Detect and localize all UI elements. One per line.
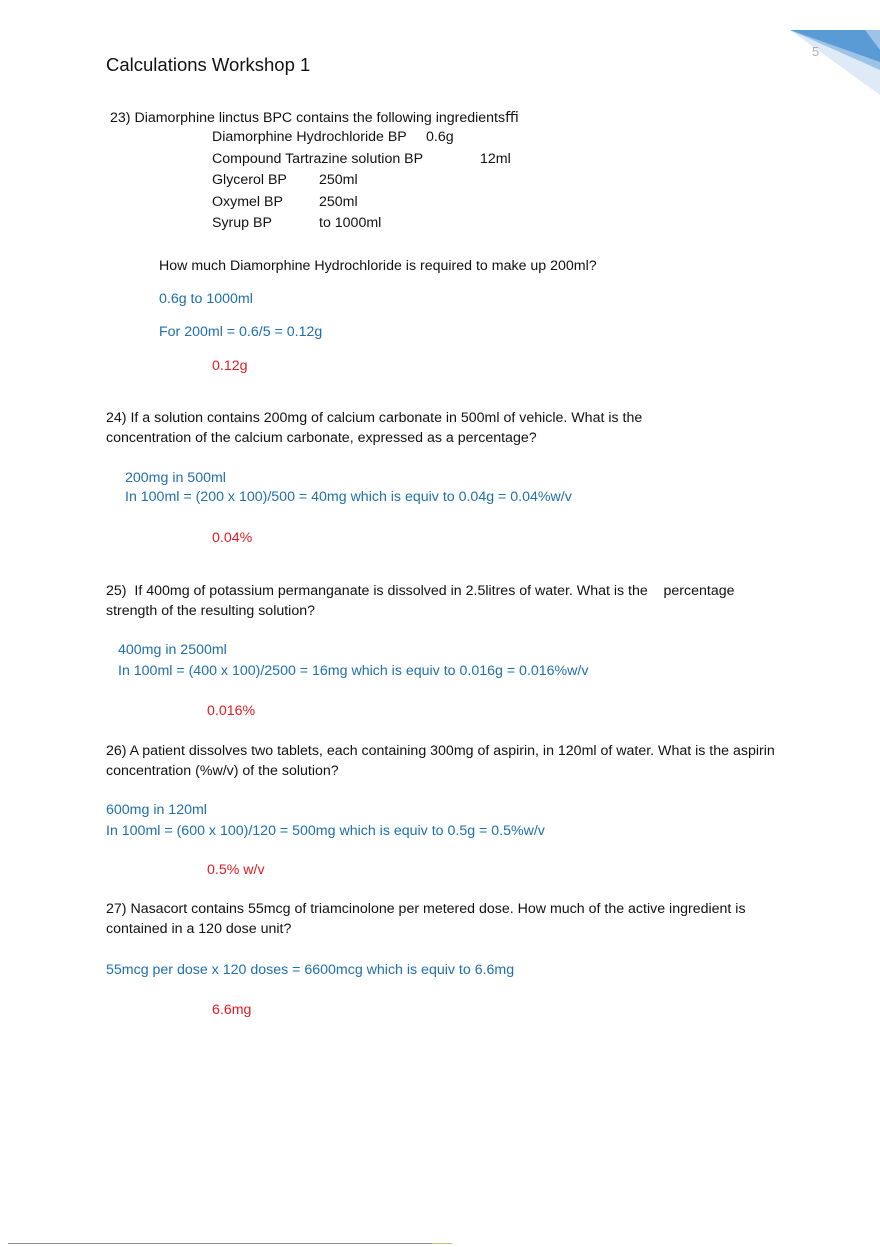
q27-question: 27) Nasacort contains 55mcg of triamcinolone per metered dose. How much of the active ingredient is contained in a 120 dose unit? (106, 901, 746, 937)
ingredient-amount: 0.6g (426, 129, 454, 145)
q25-work-line: 400mg in 2500ml (118, 642, 227, 658)
ingredient-name: Oxymel BP (212, 194, 283, 210)
ingredient-amount: to 1000ml (319, 215, 382, 231)
ingredient-name: Syrup BP (212, 215, 272, 231)
ingredient-amount: 250ml (319, 172, 358, 188)
ingredient-name: Diamorphine Hydrochloride BP (212, 129, 407, 145)
q25-answer: 0.016% (207, 703, 256, 719)
q23-subquestion: How much Diamorphine Hydrochloride is required to make up 200ml? (159, 258, 597, 274)
ingredient-name: Compound Tartrazine solution BP (212, 151, 424, 167)
header-corner-decoration (770, 0, 880, 95)
q27-work-line: 55mcg per dose x 120 doses = 6600mcg which is equiv to 6.6mg (106, 962, 515, 978)
page-number: 5 (812, 44, 820, 59)
ingredient-name: Glycerol BP (212, 172, 287, 188)
q23-work-line: For 200ml = 0.6/5 = 0.12g (159, 324, 323, 340)
q24-work-line: 200mg in 500ml (125, 470, 226, 486)
footer-rule-accent (432, 1243, 452, 1244)
q26-work-line: 600mg in 120ml (106, 802, 207, 818)
q23-answer: 0.12g (212, 358, 248, 374)
q26-question: 26) A patient dissolves two tablets, each containing 300mg of aspirin, in 120ml of water. What is the aspirin concentration (%w/v) of the solution? (106, 743, 775, 779)
q24-answer: 0.04% (212, 530, 253, 546)
q25-question: 25) If 400mg of potassium permanganate is dissolved in 2.5litres of water. What is the percentage strength of the resulting solution? (106, 583, 739, 619)
q23-work-line: 0.6g to 1000ml (159, 291, 253, 307)
q24-question: 24) If a solution contains 200mg of calcium carbonate in 500ml of vehicle. What is the concentration of the calcium carbonate, expressed as a percentage? (106, 410, 643, 446)
q26-work-line: In 100ml = (600 x 100)/120 = 500mg which is equiv to 0.5g = 0.5%w/v (106, 823, 545, 839)
q26-answer: 0.5% w/v (207, 862, 265, 878)
q23-question: 23) Diamorphine linctus BPC contains the following ingredientsﬃ (110, 110, 519, 126)
q27-answer: 6.6mg (212, 1002, 252, 1018)
ingredient-amount: 12ml (480, 151, 511, 167)
footer-rule (8, 1243, 452, 1244)
page-title: Calculations Workshop 1 (106, 54, 311, 75)
ingredient-amount: 250ml (319, 194, 358, 210)
q25-work-line: In 100ml = (400 x 100)/2500 = 16mg which is equiv to 0.016g = 0.016%w/v (118, 663, 589, 679)
q24-work-line: In 100ml = (200 x 100)/500 = 40mg which is equiv to 0.04g = 0.04%w/v (125, 489, 572, 505)
